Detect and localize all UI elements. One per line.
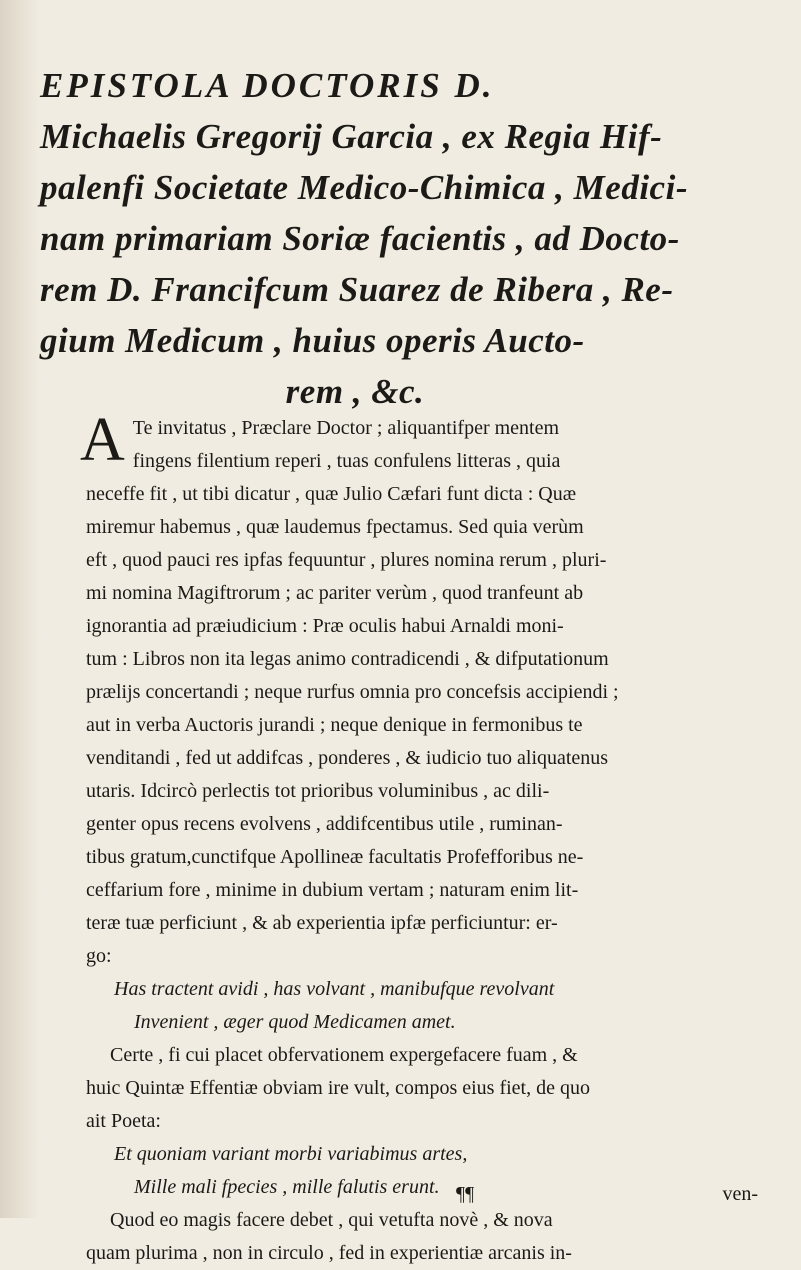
- heading-line-1: EPISTOLA DOCTORIS D.: [40, 66, 495, 105]
- body-line: ceffarium fore , minime in dubium vertam ; naturam enim lit-: [86, 879, 579, 901]
- verse-line: Invenient , æger quod Medicamen amet.: [134, 1011, 456, 1033]
- body-line: tum : Libros non ita legas animo contradicendi , & difputationum: [86, 648, 609, 670]
- body-line: utaris. Idcircò perlectis tot prioribus voluminibus , ac dili-: [86, 780, 550, 802]
- verse-line: Has tractent avidi , has volvant , manibufque revolvant: [114, 978, 555, 1000]
- heading-line-4: nam primariam Soriæ facientis , ad Docto-: [40, 219, 680, 258]
- verse-line: Mille mali fpecies , mille falutis erunt.: [134, 1176, 440, 1198]
- body-line: eft , quod pauci res ipfas fequuntur , plures nomina rerum , pluri-: [86, 549, 607, 571]
- epistle-body: [80, 406, 776, 1270]
- body-line: mi nomina Magiftrorum ; ac pariter verùm , quod tranfeunt ab: [86, 582, 584, 604]
- body-line: neceffe fit , ut tibi dicatur , quæ Julio Cæfari funt dicta : Quæ: [86, 483, 577, 505]
- body-line: go:: [86, 945, 112, 967]
- body-line: genter opus recens evolvens , addifcentibus utile , ruminan-: [86, 813, 563, 835]
- catchword: ven-: [722, 1183, 758, 1205]
- verse-line: Et quoniam variant morbi variabimus artes,: [114, 1143, 468, 1165]
- drop-cap-letter: A: [80, 406, 125, 474]
- signature-mark: ¶¶: [456, 1183, 475, 1205]
- body-line: quam plurima , non in circulo , fed in experientiæ arcanis in-: [86, 1242, 572, 1264]
- heading-line-5: rem D. Francifcum Suarez de Ribera , Re-: [40, 270, 674, 309]
- body-line: Certe , fi cui placet obfervationem expergefacere fuam , &: [110, 1044, 578, 1066]
- body-line: fingens filentium reperi , tuas confulens litteras , quia: [132, 450, 561, 472]
- body-line: ait Poeta:: [86, 1110, 161, 1132]
- body-line: Quod eo magis facere debet , qui vetufta novè , & nova: [110, 1209, 553, 1231]
- body-line: teræ tuæ perficiunt , & ab experientia ipfæ perficiuntur: er-: [86, 912, 558, 934]
- heading-line-2: Michaelis Gregorij Garcia , ex Regia Hif-: [40, 117, 663, 156]
- body-line: ignorantia ad præiudicium : Præ oculis habui Arnaldi moni-: [86, 615, 564, 637]
- body-line: huic Quintæ Effentiæ obviam ire vult, compos eius fiet, de quo: [86, 1077, 590, 1099]
- body-line: Te invitatus , Præclare Doctor ; aliquantifper mentem: [132, 417, 560, 439]
- page-gutter-shadow: [0, 0, 40, 1218]
- heading-line-7: rem , &c.: [285, 372, 425, 411]
- body-line: miremur habemus , quæ laudemus fpectamus. Sed quia verùm: [86, 516, 584, 538]
- body-line: venditandi , fed ut addifcas , ponderes , & iudicio tuo aliquatenus: [86, 747, 609, 769]
- heading-line-6: gium Medicum , huius operis Aucto-: [40, 321, 585, 360]
- heading-line-3: palenfi Societate Medico-Chimica , Medici-: [40, 168, 688, 207]
- body-line: tibus gratum,cunctifque Apollineæ facultatis Profefforibus ne-: [86, 846, 584, 868]
- body-line: aut in verba Auctoris jurandi ; neque denique in fermonibus te: [86, 714, 583, 736]
- body-line: prælijs concertandi ; neque rurfus omnia pro concefsis accipiendi ;: [86, 681, 619, 703]
- epistle-heading: [40, 60, 790, 417]
